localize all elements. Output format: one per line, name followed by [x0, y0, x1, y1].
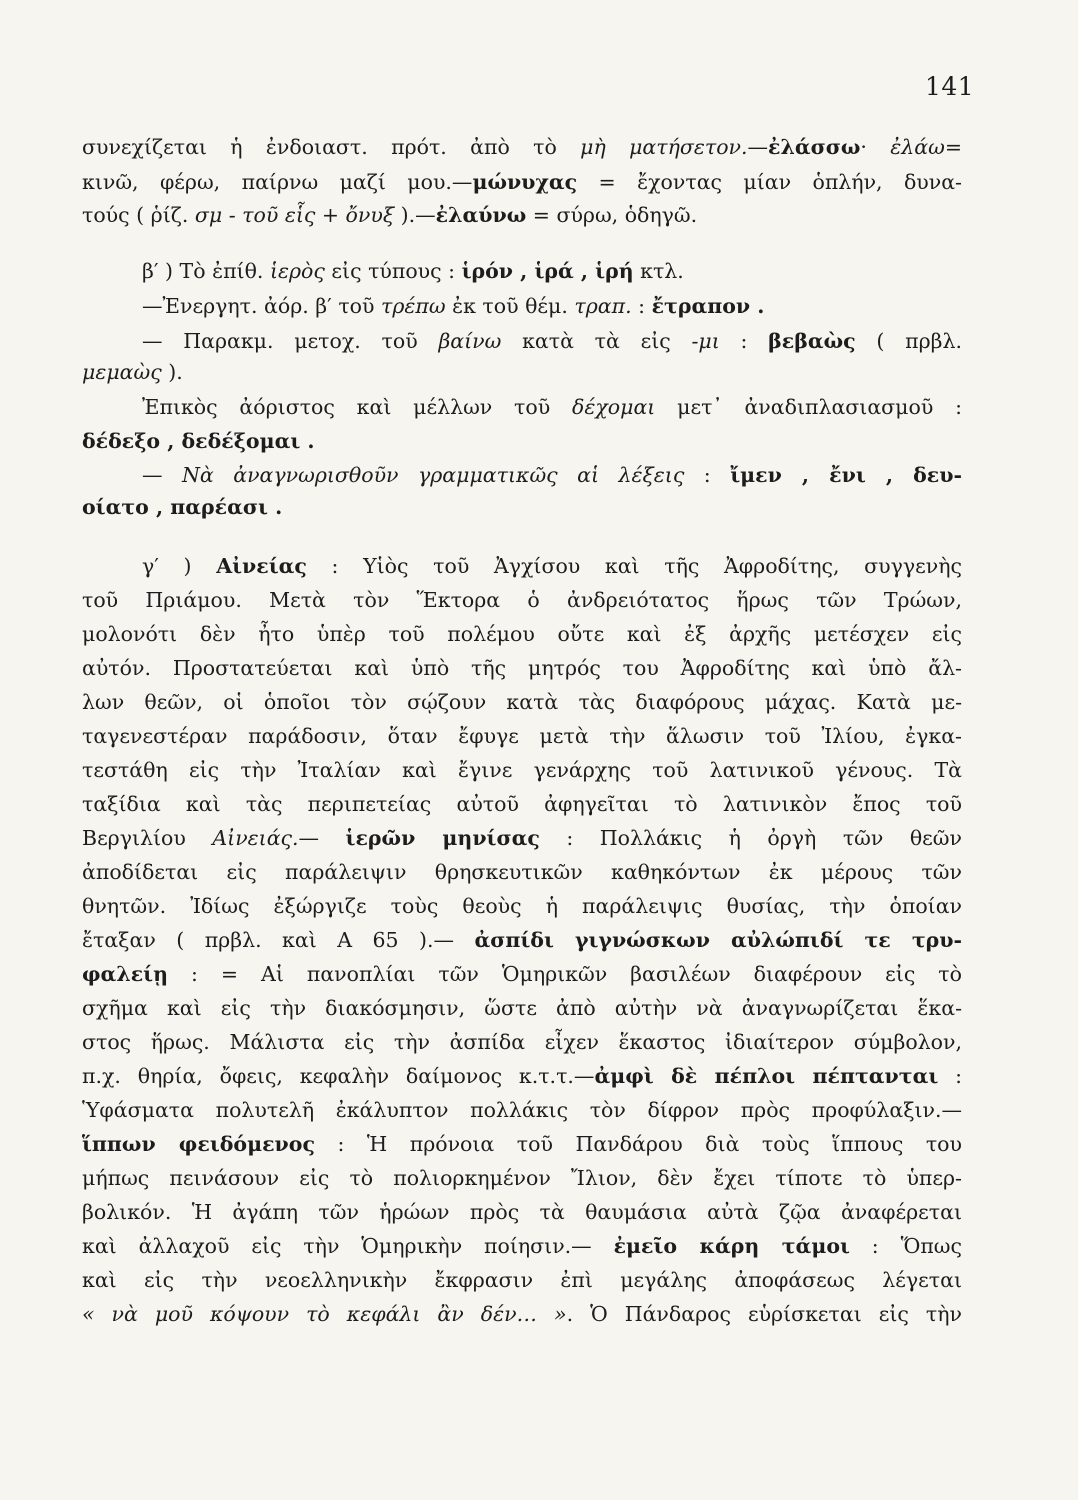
text-line: [82, 824, 962, 852]
text-line: [82, 1028, 962, 1056]
bold-term: δέδεξο , δεδέξομαι .: [82, 429, 315, 453]
italic-text: μεμαὼς: [82, 360, 162, 384]
text-line: [82, 620, 962, 648]
text-run: κινῶ, φέρω, παίρνω μαζί μου.—: [82, 170, 473, 194]
text-line: [82, 1096, 962, 1124]
text-run: π.χ. θηρία, ὄφεις, κεφαλὴν δαίμονος κ.τ.τ.—: [82, 1064, 595, 1088]
text-run: ταγενεστέραν παράδοσιν, ὅταν ἔφυγε μετὰ τὴν ἅλωσιν τοῦ Ἰλίου, ἐγκα-: [82, 724, 962, 748]
text-run: ).—: [394, 203, 436, 227]
bold-term: ἐλαύνω: [435, 203, 527, 227]
bold-term: οίατο , παρέασι .: [82, 495, 283, 519]
italic-text: δέχομαι: [572, 395, 656, 419]
text-run: = ἔχοντας μίαν ὁπλήν, δυνα-: [577, 170, 962, 194]
text-line: [82, 292, 962, 320]
text-run: συνεχίζεται ἡ ἐνδοιαστ. πρότ. ἀπὸ τὸ: [82, 135, 581, 159]
text-line: [82, 1062, 962, 1090]
italic-text: Αἰνειάς.: [212, 826, 299, 850]
text-run: ἐκ τοῦ θέμ.: [445, 294, 575, 318]
text-run: εἰς τύπους :: [324, 259, 462, 283]
italic-text: σμ - τοῦ εἷς + ὄνυξ: [194, 203, 395, 227]
bold-term: ἱερῶν μηνίσας: [345, 826, 540, 850]
text-line: [82, 688, 962, 716]
bold-term: ἔτραπον .: [651, 294, 765, 318]
text-line: [82, 393, 962, 421]
text-line: [82, 926, 962, 954]
text-run: τεστάθη εἰς τὴν Ἰταλίαν καὶ ἔγινε γενάρχης τοῦ λατινικοῦ γένους. Τὰ: [82, 758, 962, 782]
text-line: [82, 427, 962, 455]
page-number: 141: [925, 72, 975, 101]
text-run: : Πολλάκις ἡ ὀργὴ τῶν θεῶν: [539, 826, 962, 850]
italic-text: ἱερὸς: [269, 259, 325, 283]
text-run: Βεργιλίου: [82, 826, 213, 850]
text-run: :: [719, 329, 769, 353]
text-line: [82, 756, 962, 784]
text-run: βολικόν. Ἡ ἀγάπη τῶν ἡρώων πρὸς τὰ θαυμάσια αὐτὰ ζῷα ἀναφέρεται: [82, 1200, 962, 1224]
text-run: ἀποδίδεται εἰς παράλειψιν θρησκευτικῶν καθηκόντων ἐκ μέρους τῶν: [82, 860, 962, 884]
text-line: [82, 1164, 962, 1192]
text-line: [82, 654, 962, 682]
text-run: μετ᾽ ἀναδιπλασιασμοῦ :: [655, 395, 962, 419]
bold-term: ἵππων φειδόμενος: [82, 1132, 315, 1156]
text-run: . Ὁ Πάνδαρος εὑρίσκεται εἰς τὴν: [566, 1302, 962, 1326]
text-run: —Ἐνεργητ. ἀόρ. β′ τοῦ: [142, 294, 381, 318]
text-line: [82, 1130, 962, 1158]
text-line: [82, 892, 962, 920]
text-run: : Ὅπως: [849, 1234, 962, 1258]
bold-term: ἐλάσσω: [768, 135, 861, 159]
bold-term: ἱρόν , ἱρά , ἱρή: [461, 259, 634, 283]
italic-text: « νὰ μοῦ κόψουν τὸ κεφάλι ἂν δέν… »: [82, 1302, 567, 1326]
text-run: ταξίδια καὶ τὰς περιπετείας αὐτοῦ ἀφηγεῖται τὸ λατινικὸν ἔπος τοῦ: [82, 792, 962, 816]
text-run: κατὰ τὰ εἰς: [501, 329, 692, 353]
text-run: τοῦ Πριάμου. Μετὰ τὸν Ἕκτορα ὁ ἀνδρειότατος ἥρως τῶν Τρώων,: [82, 588, 962, 612]
text-run: ἔταξαν ( πρβλ. καὶ Α 65 ).—: [82, 928, 475, 952]
text-run: γ′ ): [142, 554, 217, 578]
text-run: —: [298, 826, 346, 850]
text-line: [82, 493, 962, 521]
italic-text: τραπ.: [574, 294, 632, 318]
text-run: : Ἡ πρόνοια τοῦ Πανδάρου διὰ τοὺς ἵππους του: [314, 1132, 962, 1156]
text-line: [82, 257, 962, 285]
text-run: κτλ.: [633, 259, 684, 283]
text-line: [82, 1198, 962, 1226]
text-run: : Υἱὸς τοῦ Ἀγχίσου καὶ τῆς Ἀφροδίτης, συγγενὴς: [306, 554, 962, 578]
bold-term: ἐμεῖο κάρη τάμοι: [613, 1234, 850, 1258]
text-line: [82, 327, 962, 355]
italic-text: μὴ ματήσετον.: [580, 135, 748, 159]
text-run: λων θεῶν, οἱ ὁποῖοι τὸν σῴζουν κατὰ τὰς διαφόρους μάχας. Κατὰ με-: [82, 690, 962, 714]
text-line: [82, 722, 962, 750]
bold-term: μώνυχας: [472, 170, 578, 194]
text-line: [82, 586, 962, 614]
bold-term: βεβαὼς: [768, 329, 856, 353]
italic-text: -μι: [691, 329, 720, 353]
text-run: —: [142, 463, 182, 487]
text-line: [82, 168, 962, 196]
text-run: ).: [161, 360, 183, 384]
text-run: σχῆμα καὶ εἰς τὴν διακόσμησιν, ὥστε ἀπὸ αὐτὴν νὰ ἀναγνωρίζεται ἕκα-: [82, 996, 962, 1020]
text-run: β′ ) Τὸ ἐπίθ.: [142, 259, 270, 283]
text-run: —: [747, 135, 769, 159]
text-run: καὶ εἰς τὴν νεοελληνικὴν ἔκφρασιν ἐπὶ μεγάλης ἀποφάσεως λέγεται: [82, 1268, 962, 1292]
text-run: ·: [860, 135, 891, 159]
text-run: καὶ ἀλλαχοῦ εἰς τὴν Ὁμηρικὴν ποίησιν.—: [82, 1234, 614, 1258]
text-run: μολονότι δὲν ἦτο ὑπὲρ τοῦ πολέμου οὔτε καὶ ἐξ ἀρχῆς μετέσχεν εἰς: [82, 622, 962, 646]
text-run: :: [631, 294, 652, 318]
text-line: [82, 461, 962, 489]
bold-term: ἀσπίδι γιγνώσκων αὐλώπιδί τε τρυ-: [474, 928, 962, 952]
italic-text: ἐλάω=: [890, 135, 962, 159]
text-line: [82, 201, 962, 229]
text-run: τούς ( ῥίζ.: [82, 203, 195, 227]
text-run: :: [684, 463, 731, 487]
text-run: μήπως πεινάσουν εἰς τὸ πολιορκημένον Ἴλιον, δὲν ἔχει τίποτε τὸ ὑπερ-: [82, 1166, 962, 1190]
text-run: Ὑφάσματα πολυτελῆ ἐκάλυπτον πολλάκις τὸν δίφρον πρὸς προφύλαξιν.—: [82, 1098, 962, 1122]
text-line: [82, 358, 962, 386]
text-line: [82, 1266, 962, 1294]
text-run: στος ἥρως. Μάλιστα εἰς τὴν ἀσπίδα εἶχεν ἕκαστος ἰδιαίτερον σύμβολον,: [82, 1030, 962, 1054]
text-run: Ἐπικὸς ἀόριστος καὶ μέλλων τοῦ: [142, 395, 573, 419]
bold-term: ἴμεν , ἔνι , δευ-: [730, 463, 962, 487]
text-run: θνητῶν. Ἰδίως ἐξώργιζε τοὺς θεοὺς ἡ παράλειψις θυσίας, τὴν ὁποίαν: [82, 894, 962, 918]
text-run: :: [938, 1064, 962, 1088]
italic-text: τρέπω: [380, 294, 446, 318]
text-run: ( πρβλ.: [855, 329, 962, 353]
bold-term: φαλείῃ: [82, 962, 168, 986]
italic-text: Νὰ ἀναγνωρισθοῦν γραμματικῶς αἱ λέξεις: [181, 463, 685, 487]
bold-term: Αἰνείας: [216, 554, 307, 578]
text-line: [82, 790, 962, 818]
text-run: = σύρω, ὁδηγῶ.: [526, 203, 698, 227]
text-line: [82, 960, 962, 988]
text-run: — Παρακμ. μετοχ. τοῦ: [142, 329, 439, 353]
text-run: αὐτόν. Προστατεύεται καὶ ὑπὸ τῆς μητρός του Ἀφροδίτης καὶ ὑπὸ ἄλ-: [82, 656, 962, 680]
text-line: [82, 552, 962, 580]
text-line: [82, 1232, 962, 1260]
italic-text: βαίνω: [438, 329, 502, 353]
text-line: [82, 994, 962, 1022]
text-run: : = Αἱ πανοπλίαι τῶν Ὁμηρικῶν βασιλέων διαφέρουν εἰς τὸ: [167, 962, 962, 986]
text-line: [82, 1300, 962, 1328]
text-line: [82, 133, 962, 161]
text-line: [82, 858, 962, 886]
bold-term: ἀμφὶ δὲ πέπλοι πέπτανται: [594, 1064, 939, 1088]
